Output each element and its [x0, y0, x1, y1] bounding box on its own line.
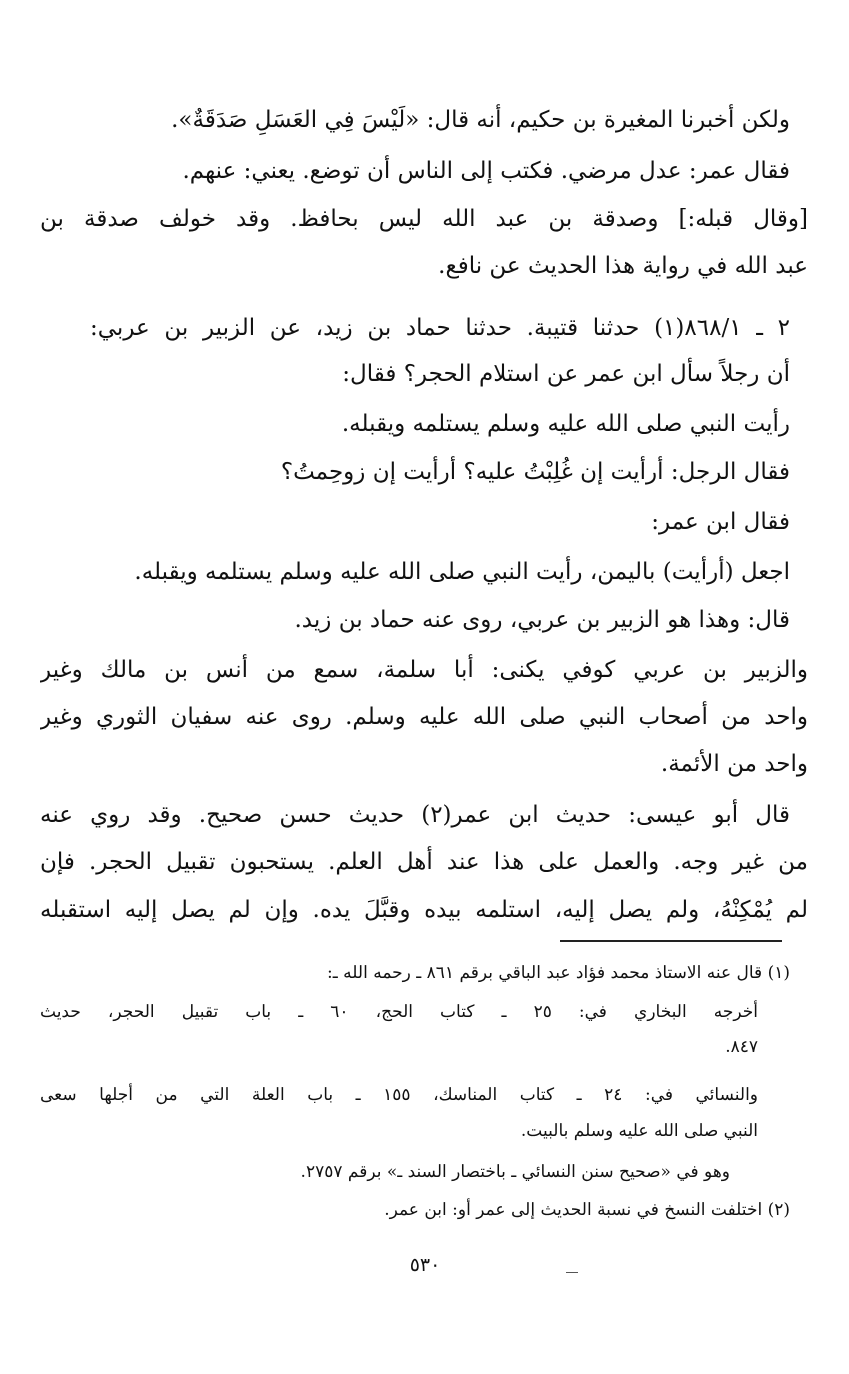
body-line: عبد الله في رواية هذا الحديث عن نافع.: [438, 253, 808, 279]
body-line: ولكن أخبرنا المغيرة بن حكيم، أنه قال: «لَيْسَ فِي العَسَلِ صَدَقَةٌ».: [171, 107, 790, 133]
page-number: ٥٣٠: [409, 1254, 441, 1276]
footnote-line: (١) قال عنه الاستاذ محمد فؤاد عبد الباقي برقم ٨٦١ ـ رحمه الله ـ:: [327, 963, 790, 983]
body-line: فقال ابن عمر:: [651, 509, 790, 535]
hadith-number-line: ٢ ـ ٨٦٨/١(١) حدثنا قتيبة. حدثنا حماد بن زيد، عن الزبير بن عربي:: [90, 315, 790, 341]
body-line: لم يُمْكِنْهُ، ولم يصل إليه، استلمه بيده وقبَّلَ يده. وإن لم يصل إليه استقبله: [40, 897, 808, 923]
body-line: واحد من الأئمة.: [660, 751, 808, 777]
body-line: أن رجلاً سأل ابن عمر عن استلام الحجر؟ فقال:: [342, 361, 790, 387]
footnote-line: ٨٤٧.: [725, 1037, 758, 1057]
body-line: اجعل (أرأيت) باليمن، رأيت النبي صلى الله عليه وسلم يستلمه ويقبله.: [134, 559, 790, 585]
footnote-line: والنسائي في: ٢٤ ـ كتاب المناسك، ١٥٥ ـ باب العلة التي من أجلها سعى: [40, 1085, 758, 1105]
footnote-line: (٢) اختلفت النسخ في نسبة الحديث إلى عمر أو: ابن عمر.: [384, 1200, 790, 1220]
body-line: قال أبو عيسى: حديث ابن عمر(٢) حديث حسن صحيح. وقد روي عنه: [40, 802, 790, 828]
footnote-line: وهو في «صحيح سنن النسائي ـ باختصار السند ـ» برقم ٢٧٥٧.: [300, 1162, 730, 1182]
page-mark: [566, 1272, 578, 1273]
body-line: واحد من أصحاب النبي صلى الله عليه وسلم. روى عنه سفيان الثوري وغير: [40, 704, 808, 730]
body-line: والزبير بن عربي كوفي يكنى: أبا سلمة، سمع من أنس بن مالك وغير: [40, 657, 808, 683]
body-line: رأيت النبي صلى الله عليه وسلم يستلمه ويقبله.: [341, 411, 790, 437]
body-line: فقال الرجل: أرأيت إن غُلِبْتُ عليه؟ أرأيت إن زوحِمتُ؟: [280, 459, 790, 485]
footnote-separator: [560, 940, 782, 942]
body-line: من غير وجه. والعمل على هذا عند أهل العلم. يستحبون تقبيل الحجر. فإن: [40, 849, 808, 875]
footnote-line: النبي صلى الله عليه وسلم بالبيت.: [520, 1121, 758, 1141]
body-line: [وقال قبله:] وصدقة بن عبد الله ليس بحافظ. وقد خولف صدقة بن: [40, 206, 808, 232]
body-line: قال: وهذا هو الزبير بن عربي، روى عنه حماد بن زيد.: [294, 607, 790, 633]
body-line: فقال عمر: عدل مرضي. فكتب إلى الناس أن توضع. يعني: عنهم.: [182, 158, 790, 184]
footnote-line: أخرجه البخاري في: ٢٥ ـ كتاب الحج، ٦٠ ـ باب تقبيل الحجر، حديث: [40, 1002, 758, 1022]
